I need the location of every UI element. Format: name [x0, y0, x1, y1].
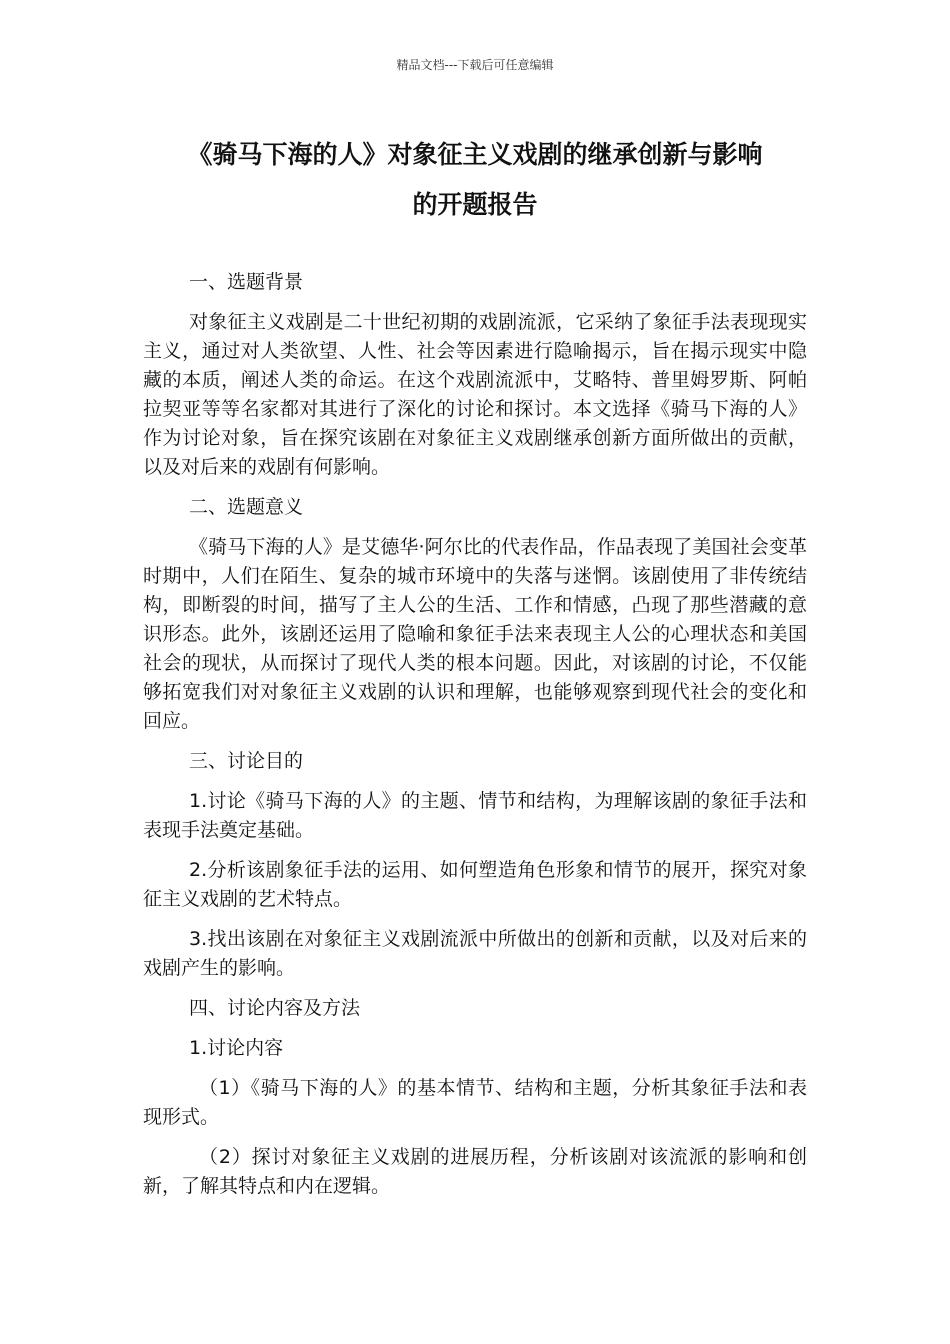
purpose-item-3: 3.找出该剧在对象征主义戏剧流派中所做出的创新和贡献，以及对后来的戏剧产生的影响。: [143, 928, 807, 979]
section-heading-content-method: 四、讨论内容及方法: [189, 997, 361, 1019]
purpose-item-1: 1.讨论《骑马下海的人》的主题、情节和结构，为理解该剧的象征手法和表现手法奠定基础。: [143, 790, 807, 841]
paragraph-background: 对象征主义戏剧是二十世纪初期的戏剧流派，它采纳了象征手法表现现实主义，通过对人类欲望、人性、社会等因素进行隐喻揭示，旨在揭示现实中隐藏的本质，阐述人类的命运。在这个戏剧流派中，艾略特、普里姆罗斯、阿帕拉契亚等等名家都对其进行了深化的讨论和探讨。本文选择《骑马下海的人》作为讨论对象，旨在探究该剧在对象征主义戏剧继承创新方面所做出的贡献，以及对后来的戏剧有何影响。: [143, 311, 807, 478]
document-body: [143, 268, 807, 1212]
section-heading-significance: 二、选题意义: [189, 496, 304, 518]
paragraph-significance: 《骑马下海的人》是艾德华·阿尔比的代表作品，作品表现了美国社会变革时期中，人们在陌生、复杂的城市环境中的失落与迷惘。该剧使用了非传统结构，即断裂的时间，描写了主人公的生活、工作和情感，凸现了那些潜藏的意识形态。此外，该剧还运用了隐喻和象征手法来表现主人公的心理状态和美国社会的现状，从而探讨了现代人类的根本问题。因此，对该剧的讨论，不仅能够拓宽我们对对象征主义戏剧的认识和理解，也能够观察到现代社会的变化和回应。: [143, 536, 807, 732]
document-title: [120, 130, 830, 230]
title-line-2: 的开题报告: [412, 190, 538, 219]
title-line-1: 《骑马下海的人》对象征主义戏剧的继承创新与影响: [187, 140, 763, 169]
subheading-content: 1.讨论内容: [189, 1037, 284, 1059]
content-item-1: （1）《骑马下海的人》的基本情节、结构和主题，分析其象征手法和表现形式。: [143, 1077, 807, 1128]
section-heading-purpose: 三、讨论目的: [189, 750, 304, 772]
purpose-item-2: 2.分析该剧象征手法的运用、如何塑造角色形象和情节的展开，探究对象征主义戏剧的艺术特点。: [143, 859, 807, 910]
page-header: 精品文档---下载后可任意编辑: [396, 58, 554, 72]
content-item-2: （2）探讨对象征主义戏剧的进展历程，分析该剧对该流派的影响和创新，了解其特点和内在逻辑。: [143, 1146, 807, 1197]
section-heading-background: 一、选题背景: [189, 271, 304, 293]
